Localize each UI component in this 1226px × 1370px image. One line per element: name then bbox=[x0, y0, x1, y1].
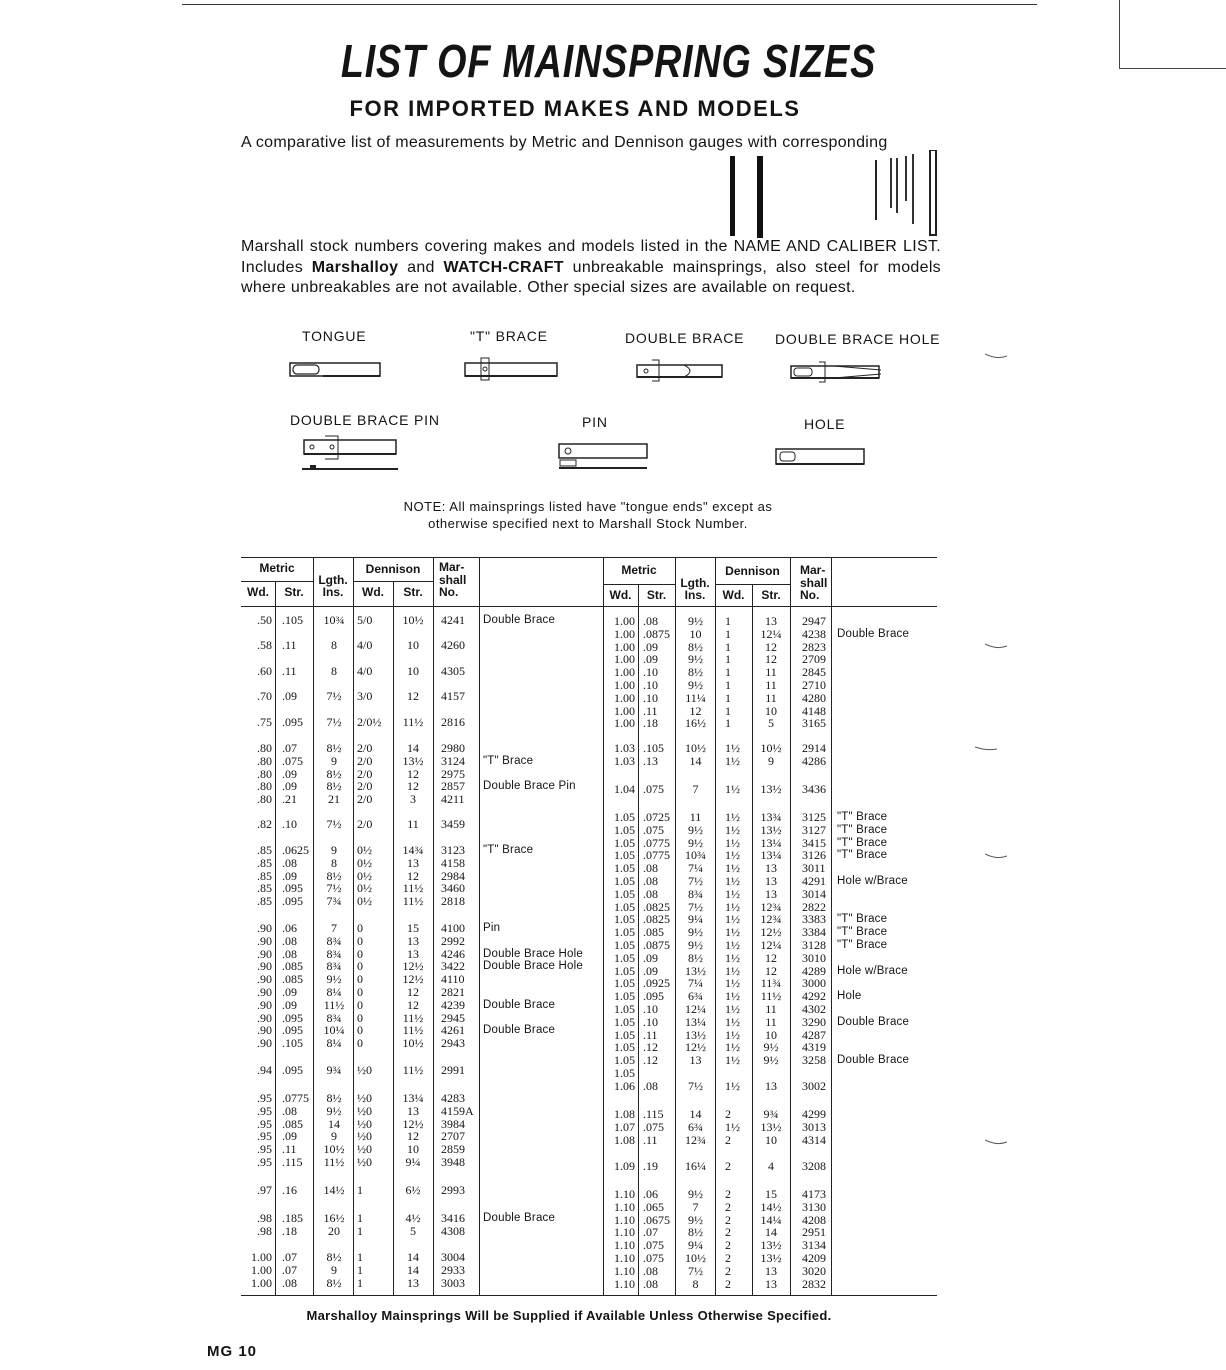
cell-dstr: 15 13 13 12½ 12½ 12 12 11½ 11½ 10½ bbox=[402, 921, 424, 1051]
hdr-metric: Metric bbox=[259, 561, 295, 575]
cell-dwd: 0 0 0 0 0 0 0 0 0 0 bbox=[357, 921, 363, 1051]
note-line-2: otherwise specified next to Marshall Stock Number. bbox=[428, 516, 748, 531]
cell-str: .105 bbox=[282, 613, 303, 627]
cell-no: 4241 bbox=[441, 613, 465, 627]
cell-no: 3125 3127 3415 3126 3011 4291 3014 2822 3383 3384 3128 3010 4289 3000 4292 4302 3290 4287 4319 3258 bbox=[802, 810, 826, 1068]
cell-dwd: 1½ bbox=[725, 782, 740, 796]
footer-note: Marshalloy Mainsprings Will be Supplied if Available Unless Otherwise Specified. bbox=[306, 1308, 832, 1323]
cell-dwd: 2/0 bbox=[357, 817, 373, 831]
cell-dwd: 2/0 2/0 2/0 2/0 2/0 bbox=[357, 741, 373, 807]
cell-lgth: 10¾ bbox=[323, 613, 345, 627]
cell-str: .16 bbox=[282, 1183, 297, 1197]
cell-no: 2980 3124 2975 2857 4211 bbox=[441, 741, 465, 807]
cell-wd: 1.00 1.00 1.00 1.00 1.00 1.00 1.00 1.00 1.00 bbox=[614, 614, 635, 731]
cell-dwd: 2 2 2 2 2 2 2 2 bbox=[725, 1187, 731, 1291]
label-hole: HOLE bbox=[804, 416, 846, 432]
cell-dwd: 1 1 1 bbox=[357, 1250, 363, 1290]
hdr-no-r: No. bbox=[800, 588, 820, 602]
cell-lgth: 7½ bbox=[326, 689, 342, 703]
tongue-diagram bbox=[288, 360, 383, 380]
col-rule bbox=[752, 585, 753, 1295]
label-tongue: TONGUE bbox=[302, 328, 367, 344]
cell-no: 3002 bbox=[802, 1079, 826, 1093]
cell-lgth: 11 9½ 9½ 10¾ 7¼ 7½ 8¾ 7½ 9¼ 9½ 9½ 8½ 13½ 7¼ 6¾ 12¼ 13¼ 13½ 12½ 13 bbox=[685, 810, 706, 1068]
cell-str: .105 .13 bbox=[643, 741, 664, 768]
cell-lgth: 7½ bbox=[326, 817, 342, 831]
cell-dstr: 13½ bbox=[760, 782, 782, 796]
double-brace-pin-diagram bbox=[300, 435, 400, 473]
cell-str: .115 .075 .11 bbox=[643, 1107, 664, 1147]
cell-str: .11 bbox=[282, 638, 297, 652]
hdr-wd: Wd. bbox=[247, 585, 269, 599]
cell-dstr: 6½ bbox=[405, 1183, 421, 1197]
cell-dstr: 11½ bbox=[402, 1063, 424, 1077]
cell-no: 4305 bbox=[441, 664, 465, 678]
cell-lgth: 9½ 7 9½ 8½ 9¼ 10½ 7½ 8 bbox=[685, 1187, 706, 1291]
cell-no: 2816 bbox=[441, 715, 465, 729]
cell-dstr: 14 13½ 12 12 3 bbox=[402, 741, 424, 807]
hdr-dennison: Dennison bbox=[365, 562, 421, 576]
hdr-ins-r: Ins. bbox=[684, 588, 706, 602]
cell-str: .075 bbox=[643, 782, 664, 796]
table-top-rule bbox=[241, 557, 937, 558]
cell-str: .09 bbox=[282, 689, 297, 703]
intro-line: A comparative list of measurements by Metric and Dennison gauges with corresponding bbox=[241, 134, 888, 151]
note-line-1: NOTE: All mainsprings listed have "tongue ends" except as bbox=[403, 499, 773, 514]
cell-no: 3123 4158 2984 3460 2818 bbox=[441, 843, 465, 909]
cell-desc: "T" Brace "T" Brace "T" Brace "T" Brace Hole w/Brace "T" Brace "T" Brace "T" Brace Hole w/Brace Hole Double Brace Double Brace bbox=[837, 811, 910, 1067]
cell-wd: .50 bbox=[257, 613, 272, 627]
label-pin: PIN bbox=[582, 414, 608, 430]
page-subtitle: FOR IMPORTED MAKES AND MODELS bbox=[349, 96, 801, 121]
cell-dwd: 1 bbox=[357, 1183, 363, 1197]
cell-wd: 1.06 bbox=[614, 1079, 635, 1093]
page-title: LIST OF MAINSPRING SIZES bbox=[340, 35, 877, 87]
cell-lgth: 9½ 10 8½ 9½ 8½ 9½ 11¼ 12 16½ bbox=[685, 614, 706, 731]
col-rule bbox=[675, 557, 676, 1295]
cell-str: .08 bbox=[643, 1079, 658, 1093]
cell-dstr: 10 bbox=[407, 638, 419, 652]
cell-dwd: 1½ 1½ bbox=[725, 741, 740, 768]
cell-lgth: 8½ 9 8½ bbox=[326, 1250, 342, 1290]
cell-dstr: 4 bbox=[768, 1159, 774, 1173]
cell-wd: 1.05 1.05 1.05 1.05 1.05 1.05 1.05 1.05 1.05 1.05 1.05 1.05 1.05 1.05 1.05 1.05 1.05 1.05 1.05 1.05 1.05 bbox=[614, 810, 635, 1080]
cell-dstr: 11 bbox=[407, 817, 419, 831]
cell-lgth: 14½ bbox=[323, 1183, 345, 1197]
cell-dwd: 4/0 bbox=[357, 664, 373, 678]
cell-str: .0725 .075 .0775 .0775 .08 .08 .08 .0825 .0825 .085 .0875 .09 .09 .0925 .095 .10 .10 .11 .12 .12 bbox=[643, 810, 670, 1068]
cell-wd: .98 .98 bbox=[257, 1211, 272, 1238]
hdr-str-r: Str. bbox=[646, 588, 667, 602]
cell-no: 3436 bbox=[802, 782, 826, 796]
col-rule bbox=[790, 557, 791, 1295]
cell-wd: .75 bbox=[257, 715, 272, 729]
scan-artifact bbox=[720, 150, 945, 240]
cell-dstr: 10½ bbox=[402, 613, 424, 627]
double-brace-hole-diagram bbox=[789, 359, 884, 385]
cell-no: 2947 4238 2823 2709 2845 2710 4280 4148 3165 bbox=[802, 614, 826, 731]
cell-lgth: 7 8¾ 8¾ 8¾ 9½ 8¼ 11½ 8¾ 10¼ 8¼ bbox=[323, 921, 345, 1051]
cell-wd: .90 .90 .90 .90 .90 .90 .90 .90 .90 .90 bbox=[257, 921, 272, 1051]
cell-no: 4173 3130 4208 2951 3134 4209 3020 2832 bbox=[802, 1187, 826, 1291]
label-double-brace: DOUBLE BRACE bbox=[625, 330, 745, 346]
cell-dwd: 2/0½ bbox=[357, 715, 382, 729]
margin-mark bbox=[985, 352, 1007, 362]
hdr-metric-r: Metric bbox=[621, 563, 657, 577]
cell-desc: "T" Brace Double Brace Pin bbox=[483, 754, 576, 793]
cell-no: 4157 bbox=[441, 689, 465, 703]
cell-no: 4299 3013 4314 bbox=[802, 1107, 826, 1147]
cell-dstr: 14¾ 13 12 11½ 11½ bbox=[402, 843, 424, 909]
label-double-brace-hole: DOUBLE BRACE HOLE bbox=[775, 331, 941, 347]
corner-frame bbox=[1119, 0, 1226, 69]
hdr-lgth-r: Lgth. bbox=[680, 576, 710, 590]
cell-lgth: 8½ 9 8½ 8½ 21 bbox=[326, 741, 342, 807]
hdr-mar: Mar- bbox=[439, 560, 465, 574]
cell-str: .095 bbox=[282, 1063, 303, 1077]
margin-mark bbox=[985, 1138, 1007, 1148]
hdr-no: No. bbox=[439, 585, 459, 599]
cell-dstr: 10½ 9 bbox=[760, 741, 782, 768]
cell-desc: Double Brace bbox=[483, 1212, 556, 1224]
col-rule bbox=[393, 582, 394, 1295]
cell-wd: .70 bbox=[257, 689, 272, 703]
cell-wd: .97 bbox=[257, 1183, 272, 1197]
label-t-brace: "T" BRACE bbox=[470, 328, 548, 344]
cell-no: 2914 4286 bbox=[802, 741, 826, 768]
col-rule bbox=[433, 557, 434, 1295]
cell-wd: 1.08 1.07 1.08 bbox=[614, 1107, 635, 1147]
hdr-dwd: Wd. bbox=[362, 585, 384, 599]
cell-dstr: 11½ bbox=[402, 715, 424, 729]
cell-dwd: 1 1 bbox=[357, 1211, 363, 1238]
table-bottom-rule bbox=[241, 1295, 937, 1296]
cell-lgth: 16¼ bbox=[685, 1159, 706, 1173]
cell-no: 4100 2992 4246 3422 4110 2821 4239 2945 4261 2943 bbox=[441, 921, 465, 1051]
cell-dwd: 1½ bbox=[725, 1079, 740, 1093]
double-brace-diagram bbox=[634, 357, 729, 383]
cell-dwd: 0½ 0½ 0½ 0½ 0½ bbox=[357, 843, 372, 909]
hdr-lgth: Lgth. bbox=[318, 573, 348, 587]
page-number: MG 10 bbox=[207, 1343, 258, 1360]
col-rule bbox=[715, 557, 716, 1295]
col-rule bbox=[313, 557, 314, 1295]
cell-lgth: 7½ bbox=[688, 1079, 703, 1093]
col-rule bbox=[479, 557, 480, 1295]
hdr-dstr: Str. bbox=[403, 585, 423, 599]
cell-dwd: ½0 bbox=[357, 1063, 372, 1077]
cell-lgth: 14 6¾ 12¾ bbox=[685, 1107, 706, 1147]
hdr-shall-r: shall bbox=[800, 576, 828, 590]
header-rule bbox=[603, 584, 675, 585]
cell-wd: 1.10 1.10 1.10 1.10 1.10 1.10 1.10 1.10 bbox=[614, 1187, 635, 1291]
header-bottom-rule bbox=[241, 606, 937, 607]
cell-dstr: 13 12¼ 12 12 11 11 11 10 5 bbox=[760, 614, 782, 731]
cell-str: .0775 .08 .085 .09 .11 .115 bbox=[282, 1091, 309, 1169]
cell-wd: 1.03 1.03 bbox=[614, 741, 635, 768]
cell-dstr: 14 14 13 bbox=[407, 1250, 419, 1290]
cell-wd: .80 .80 .80 .80 .80 bbox=[257, 741, 272, 807]
cell-dstr: 13¼ 13 12½ 12 10 9¼ bbox=[402, 1091, 424, 1169]
cell-wd: .82 bbox=[257, 817, 272, 831]
cell-lgth: 8½ 9½ 14 9 10½ 11½ bbox=[323, 1091, 345, 1169]
hdr-ins: Ins. bbox=[322, 585, 344, 599]
cell-str: .185 .18 bbox=[282, 1211, 303, 1238]
cell-wd: 1.09 bbox=[614, 1159, 635, 1173]
margin-mark bbox=[985, 852, 1007, 862]
margin-mark bbox=[975, 745, 997, 755]
cell-dwd: 2 1½ 2 bbox=[725, 1107, 740, 1147]
cell-str: .07 .075 .09 .09 .21 bbox=[282, 741, 303, 807]
cell-lgth: 16½ 20 bbox=[323, 1211, 345, 1238]
cell-lgth: 8 bbox=[331, 638, 337, 652]
cell-dwd: 3/0 bbox=[357, 689, 373, 703]
cell-no: 3208 bbox=[802, 1159, 826, 1173]
cell-wd: .85 .85 .85 .85 .85 bbox=[257, 843, 272, 909]
cell-str: .095 bbox=[282, 715, 303, 729]
cell-lgth: 9¾ bbox=[326, 1063, 342, 1077]
cell-lgth: 9 8 8½ 7½ 7¾ bbox=[326, 843, 342, 909]
hdr-dennison-r: Dennison bbox=[725, 564, 780, 578]
cell-dwd: 4/0 bbox=[357, 638, 373, 652]
note-text bbox=[0, 498, 1201, 532]
cell-str: .06 .065 .0675 .07 .075 .075 .08 .08 bbox=[643, 1187, 670, 1291]
intro-paragraph: Marshall stock numbers covering makes and models listed in the NAME AND CALIBER LIST. Includes Marshalloy and WATCH-CRAFT unbreakable mainsprings, also steel for models where unbreakables are not available. Other special sizes are available on request. bbox=[241, 238, 941, 296]
cell-no: 4283 4159A 3984 2707 2859 3948 bbox=[441, 1091, 474, 1169]
cell-dstr: 10 bbox=[407, 664, 419, 678]
cell-dstr: 15 14½ 14¼ 14 13½ 13½ 13 13 bbox=[760, 1187, 782, 1291]
cell-str: .10 bbox=[282, 817, 297, 831]
cell-dstr: 4½ 5 bbox=[405, 1211, 421, 1238]
cell-no: 3459 bbox=[441, 817, 465, 831]
cell-wd: 1.04 bbox=[614, 782, 635, 796]
cell-dstr: 9¾ 13½ 10 bbox=[760, 1107, 782, 1147]
cell-str: .08 .0875 .09 .09 .10 .10 .10 .11 .18 bbox=[643, 614, 670, 731]
cell-no: 4260 bbox=[441, 638, 465, 652]
margin-mark bbox=[985, 642, 1007, 652]
cell-desc: Pin Double Brace Hole Double Brace Hole Double Brace Double Brace bbox=[483, 922, 583, 1037]
col-rule bbox=[831, 557, 832, 1295]
cell-no: 2993 bbox=[441, 1183, 465, 1197]
cell-str: .19 bbox=[643, 1159, 658, 1173]
cell-str: .06 .08 .08 .085 .085 .09 .09 .095 .095 .105 bbox=[282, 921, 303, 1051]
cell-str: .11 bbox=[282, 664, 297, 678]
col-rule bbox=[275, 582, 276, 1295]
hdr-mar-r: Mar- bbox=[800, 563, 826, 577]
cell-wd: .95 .95 .95 .95 .95 .95 bbox=[257, 1091, 272, 1169]
cell-dstr: 13 bbox=[765, 1079, 777, 1093]
col-rule bbox=[638, 585, 639, 1295]
cell-desc: Double Brace bbox=[483, 614, 556, 626]
top-rule bbox=[182, 4, 1037, 5]
cell-lgth: 10½ 14 bbox=[685, 741, 706, 768]
cell-dwd: 1½ 1½ 1½ 1½ 1½ 1½ 1½ 1½ 1½ 1½ 1½ 1½ 1½ 1½ 1½ 1½ 1½ 1½ 1½ 1½ bbox=[725, 810, 740, 1068]
cell-dwd: 2 bbox=[725, 1159, 731, 1173]
cell-wd: .94 bbox=[257, 1063, 272, 1077]
header-rule bbox=[241, 581, 313, 582]
hole-diagram bbox=[773, 446, 868, 468]
cell-no: 3416 4308 bbox=[441, 1211, 465, 1238]
cell-no: 3004 2933 3003 bbox=[441, 1250, 465, 1290]
cell-wd: .60 bbox=[257, 664, 272, 678]
hdr-dstr-r: Str. bbox=[761, 588, 781, 602]
cell-desc: Double Brace bbox=[837, 627, 910, 640]
cell-no: 2991 bbox=[441, 1063, 465, 1077]
cell-dstr: 12 bbox=[407, 689, 419, 703]
hdr-str: Str. bbox=[284, 585, 304, 599]
cell-str: .0625 .08 .09 .095 .095 bbox=[282, 843, 309, 909]
hdr-wd-r: Wd. bbox=[609, 588, 632, 602]
hdr-dwd-r: Wd. bbox=[722, 588, 745, 602]
label-double-brace-pin: DOUBLE BRACE PIN bbox=[290, 412, 440, 428]
cell-dstr: 13¾ 13½ 13¼ 13¼ 13 13 13 12¾ 12¾ 12½ 12¼ 12 12 11¾ 11½ 11 11 10 9½ 9½ bbox=[760, 810, 782, 1068]
cell-dwd: 5/0 bbox=[357, 613, 373, 627]
cell-wd: .58 bbox=[257, 638, 272, 652]
cell-str: .07 .07 .08 bbox=[282, 1250, 297, 1290]
pin-diagram bbox=[556, 440, 651, 472]
cell-dwd: ½0 ½0 ½0 ½0 ½0 ½0 bbox=[357, 1091, 372, 1169]
cell-lgth: 7 bbox=[692, 782, 699, 796]
col-rule bbox=[353, 557, 354, 1295]
t-brace-diagram bbox=[463, 356, 561, 382]
hdr-shall: shall bbox=[439, 573, 467, 587]
cell-desc: "T" Brace bbox=[483, 844, 534, 856]
cell-dwd: 1 1 1 1 1 1 1 1 1 bbox=[725, 614, 731, 731]
cell-lgth: 7½ bbox=[326, 715, 342, 729]
cell-lgth: 8 bbox=[331, 664, 337, 678]
cell-wd: 1.00 1.00 1.00 bbox=[251, 1250, 272, 1290]
